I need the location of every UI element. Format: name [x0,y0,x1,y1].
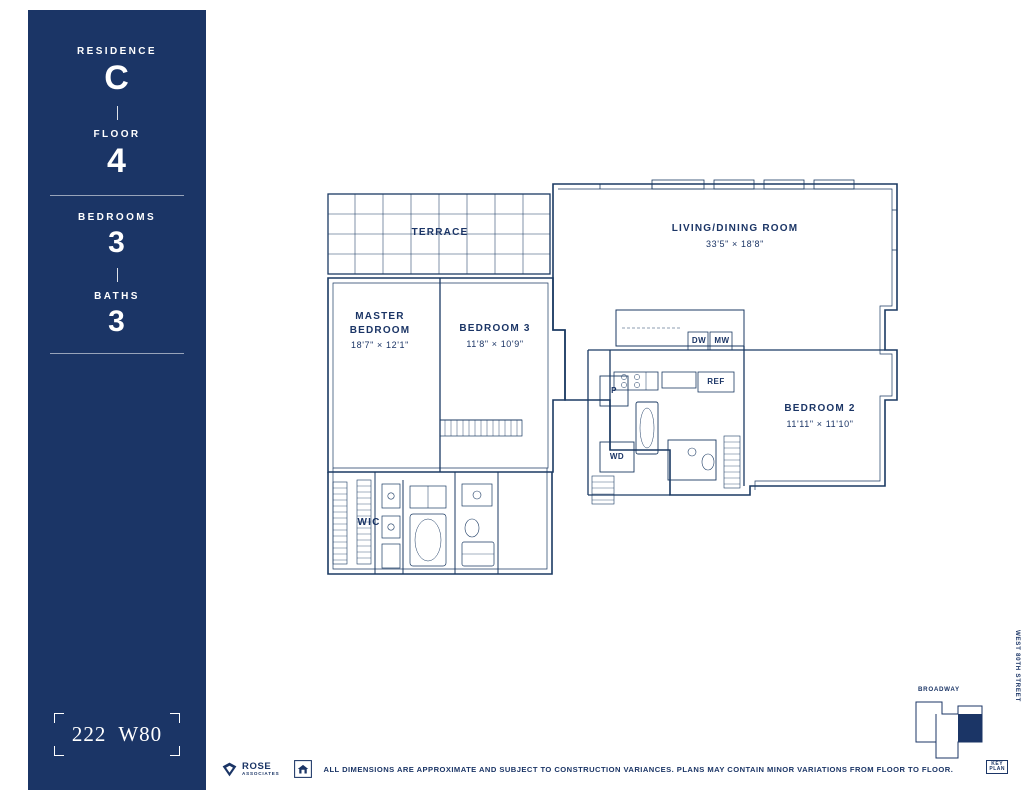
rose-associates-logo [222,762,280,777]
keymap-street-west-80th: WEST 80TH STREET [1014,629,1021,702]
disclaimer-text: ALL DIMENSIONS ARE APPROXIMATE AND SUBJECT TO CONSTRUCTION VARIANCES. PLANS MAY CONTAIN MINOR VARIATIONS FROM FLOOR TO FLOOR. [323,764,954,774]
keymap-building-outline [912,696,998,766]
residence-block [28,46,206,97]
logo-number: 222 [71,722,107,746]
room-label-wic: WIC [357,517,381,528]
room-label-master-bedroom: MASTER BEDROOM 18'7" × 12'1" [349,311,411,350]
appliance-tag-pantry: P [611,386,617,395]
equal-housing-opportunity-icon [294,760,312,778]
bedrooms-block [28,212,206,259]
info-sidebar [28,10,206,790]
appliance-tag-ref: REF [707,377,725,386]
sidebar-divider-bottom [50,353,184,354]
divider-dash-2 [117,268,118,282]
logo-street: W80 [118,722,163,746]
bracket-top-left [54,713,64,723]
bedrooms-label: BEDROOMS [77,212,157,224]
baths-block [28,291,206,338]
appliance-tag-wd: WD [609,452,625,461]
keymap-badge [986,760,1008,775]
appliance-tag-mw: MW [714,336,730,345]
bracket-bottom-left [54,746,64,756]
room-label-bedroom-3: BEDROOM 3 11'8" × 10'9" [459,323,531,349]
floor-value: 4 [107,141,127,180]
floor-block [28,129,206,180]
rose-logo-line2: ASSOCIATES [242,770,280,776]
sidebar-divider-top [50,195,184,196]
rose-logo-line1: ROSE [242,760,272,772]
floor-plan-drawing [300,150,960,610]
keymap-badge-line2: PLAN [989,765,1005,772]
bedrooms-value: 3 [108,226,126,260]
floor-label: FLOOR [93,128,141,140]
room-label-bedroom-2: BEDROOM 2 11'11" × 11'10" [784,403,856,429]
footer-bar [222,760,1012,778]
keymap-badge-line1: KEY [991,760,1004,767]
floor-plan-svg [300,150,960,610]
room-label-living-dining: LIVING/DINING ROOM 33'5" × 18'8" [671,223,799,249]
brand-logo [28,713,206,756]
rose-diamond-icon [222,762,237,777]
residence-label: RESIDENCE [77,46,157,57]
sidebar-stats [28,46,206,370]
appliance-tag-dw: DW [691,336,707,345]
bracket-bottom-right [170,746,180,756]
bracket-top-right [170,713,180,723]
divider-dash [117,106,118,120]
key-plan [912,629,1021,778]
baths-label: BATHS [94,290,140,302]
residence-value: C [104,59,130,97]
baths-value: 3 [108,304,126,338]
room-label-terrace: TERRACE [411,227,469,238]
keymap-street-broadway: BROADWAY [918,686,960,693]
